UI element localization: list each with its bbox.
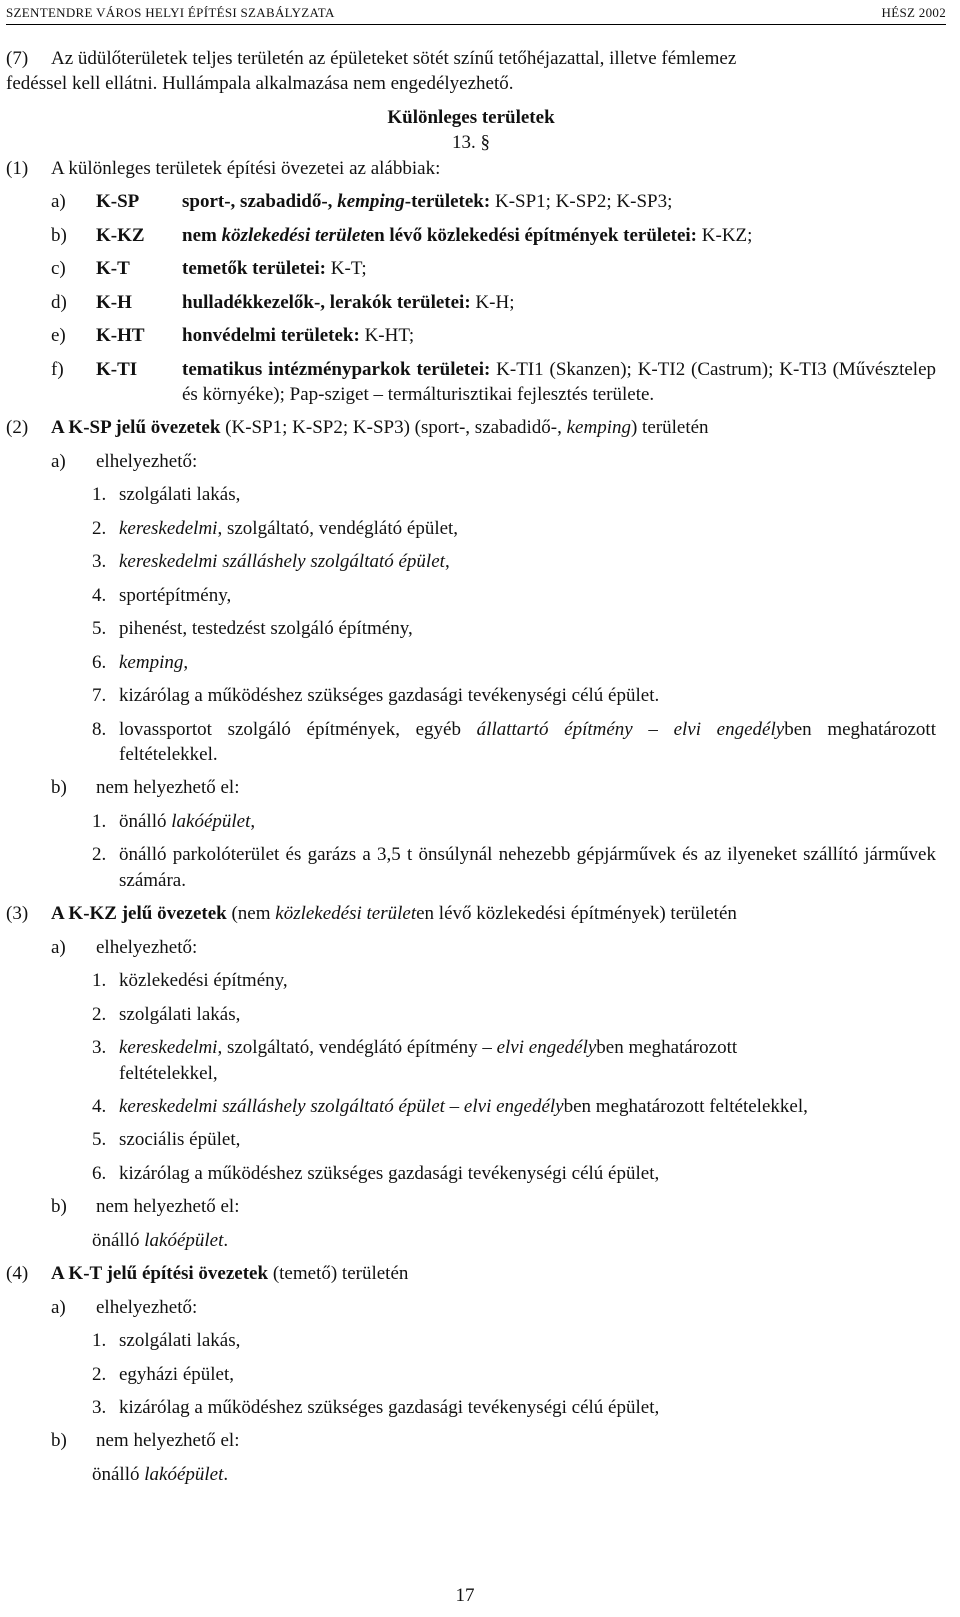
item-text: sportépítmény, <box>119 584 232 606</box>
paragraph-number: (3) <box>6 903 29 925</box>
zone-code: K-TI <box>96 358 138 380</box>
sub-a <box>51 935 936 960</box>
zone-codes: K-HT; <box>359 325 415 347</box>
item-italic: állattartó építmény – elvi engedély <box>476 718 785 740</box>
item-rest: . <box>223 1463 229 1485</box>
zone-desc-bold: -területek: <box>404 191 491 213</box>
item-number: 6. <box>92 1162 107 1184</box>
item-text: pihenést, testedzést szolgáló építmény, <box>119 618 413 640</box>
item-text <box>119 1035 936 1086</box>
list-item <box>92 1002 936 1027</box>
item-text: kizárólag a működéshez szükséges gazdasági tevékenységi célú épület, <box>119 1397 660 1419</box>
paragraph-text <box>51 415 936 440</box>
page-header <box>6 2 946 25</box>
paragraph-bold: A K-SP jelű övezetek <box>51 417 221 439</box>
paragraph-text <box>51 901 936 926</box>
zone-description <box>182 357 936 408</box>
sub-text: nem helyezhető el: <box>96 1196 240 1218</box>
sub-label: b) <box>51 777 67 799</box>
paragraph-2 <box>6 415 936 440</box>
paragraph-bold: A K-T jelű építési övezetek <box>51 1263 269 1285</box>
zone-desc-bold: nem <box>182 224 222 246</box>
sub-label: a) <box>51 1296 66 1318</box>
item-italic: kemping <box>119 651 184 673</box>
item-rest: önálló <box>92 1229 145 1251</box>
item-rest: , <box>444 551 450 573</box>
zone-item <box>51 189 936 214</box>
item-number: 6. <box>92 651 107 673</box>
sub-b <box>51 775 936 800</box>
zone-code: K-HT <box>96 325 145 347</box>
zone-description <box>182 223 936 248</box>
zone-description <box>182 323 936 348</box>
zone-codes: K-H; <box>470 291 515 313</box>
item-text: kizárólag a működéshez szükséges gazdasági tevékenységi célú épület. <box>119 685 660 707</box>
zone-label: a) <box>51 191 66 213</box>
zone-label: e) <box>51 325 66 347</box>
item-rest: önálló <box>92 1463 145 1485</box>
list-item <box>92 717 936 768</box>
list-item <box>92 809 936 834</box>
zone-codes: K-TI1 (Skanzen); K-TI2 (Castrum); K-TI3 (Művésztelep és környéke); Pap-sziget – termálturisztikai fejlesztés területe. <box>182 358 937 405</box>
item-rest: önálló <box>119 810 172 832</box>
zone-label: b) <box>51 224 67 246</box>
paragraph-rest: ) területén <box>630 417 709 439</box>
paragraph-rest: (K-SP1; K-SP2; K-SP3) (sport-, szabadidő-, <box>220 417 567 439</box>
header-title: SZENTENDRE VÁROS HELYI ÉPÍTÉSI SZABÁLYZATA <box>6 5 335 20</box>
zone-item <box>51 357 936 408</box>
list-item <box>92 650 936 675</box>
item-text <box>119 650 188 675</box>
item-number: 5. <box>92 1129 107 1151</box>
item-rest: , szolgáltató, vendéglátó építmény – <box>217 1037 497 1059</box>
zone-code: K-SP <box>96 191 140 213</box>
zone-desc-bold: honvédelmi területek: <box>182 325 360 347</box>
paragraph-text-cont: fedéssel kell ellátni. Hullámpala alkalmazása nem engedélyezhető. <box>6 73 514 95</box>
sub-text: nem helyezhető el: <box>96 1430 240 1452</box>
list-item <box>92 683 936 708</box>
list-item <box>92 968 936 993</box>
item-text <box>119 549 450 574</box>
item-number: 4. <box>92 1095 107 1117</box>
list-item <box>92 1328 936 1353</box>
item-text: szolgálati lakás, <box>119 484 241 506</box>
paragraph-number: (4) <box>6 1263 29 1285</box>
paragraph-4 <box>6 1261 936 1286</box>
zone-codes: K-T; <box>326 258 367 280</box>
zone-code: K-T <box>96 258 130 280</box>
zone-desc-italic: kemping <box>337 191 405 213</box>
item-number: 2. <box>92 844 107 866</box>
paragraph-rest: en lévő közlekedési építmények) területén <box>416 903 737 925</box>
zone-item <box>51 323 936 348</box>
list-item <box>92 1127 936 1152</box>
paragraph-1 <box>6 156 936 181</box>
item-text: egyházi épület, <box>119 1363 235 1385</box>
zone-label: d) <box>51 291 67 313</box>
item-rest: , szolgáltató, vendéglátó épület, <box>217 517 459 539</box>
page-number: 17 <box>455 1585 475 1606</box>
item-number: 5. <box>92 618 107 640</box>
sub-b <box>51 1194 936 1219</box>
list-item <box>92 1395 936 1420</box>
item-number: 1. <box>92 970 107 992</box>
list-item <box>92 583 936 608</box>
item-text <box>119 516 458 541</box>
zone-description <box>182 290 936 315</box>
list-item <box>92 1161 936 1186</box>
paragraph-italic: közlekedési terület <box>275 903 417 925</box>
paragraph-7 <box>6 46 936 71</box>
zone-desc-bold: en lévő közlekedési építmények területei: <box>365 224 698 246</box>
sub-text: elhelyezhető: <box>96 450 198 472</box>
paragraph-number: (1) <box>6 157 29 179</box>
list-item <box>92 842 936 893</box>
list-item <box>92 616 936 641</box>
item-number: 4. <box>92 584 107 606</box>
list-item <box>92 1035 936 1086</box>
zone-desc-bold: tematikus intézményparkok területei: <box>182 358 491 380</box>
item-number: 2. <box>92 1363 107 1385</box>
sub-label: a) <box>51 936 66 958</box>
zone-description <box>182 256 936 281</box>
zone-code: K-H <box>96 291 132 313</box>
item-italic: lakóépület <box>144 1463 224 1485</box>
zone-label: f) <box>51 358 64 380</box>
paragraph-rest: (nem <box>226 903 276 925</box>
zone-desc-bold: hulladékkezelők-, lerakók területei: <box>182 291 471 313</box>
sub-a <box>51 1295 936 1320</box>
paragraph-bold: A K-KZ jelű övezetek <box>51 903 227 925</box>
item-italic: kereskedelmi szálláshely szolgáltató épület <box>119 551 445 573</box>
item-number: 1. <box>92 484 107 506</box>
zone-desc-italic: közlekedési terület <box>221 224 366 246</box>
item-italic: lakóépület <box>171 810 251 832</box>
item-rest: . <box>223 1229 229 1251</box>
item-text: önálló parkolóterület és garázs a 3,5 t önsúlynál nehezebb gépjárművek és az ilyeneket szállító járművek számára. <box>119 844 936 891</box>
zone-desc-bold: sport-, szabadidő-, <box>182 191 338 213</box>
sub-a <box>51 449 936 474</box>
item-rest: , <box>183 651 189 673</box>
paragraph-rest: (temető) területén <box>268 1263 409 1285</box>
header-doc-id: HÉSZ 2002 <box>881 5 946 20</box>
document-body <box>6 46 936 1487</box>
paragraph-text <box>51 1261 936 1286</box>
item-italic: kereskedelmi <box>119 517 218 539</box>
item-italic: lakóépület <box>144 1229 224 1251</box>
sub-text: elhelyezhető: <box>96 936 198 958</box>
item-text: kizárólag a működéshez szükséges gazdasági tevékenységi célú épület, <box>119 1162 660 1184</box>
item-rest: ben meghatározott feltételekkel, <box>119 1037 738 1084</box>
item-number: 7. <box>92 685 107 707</box>
paragraph-3 <box>6 901 936 926</box>
paragraph-number: (7) <box>6 48 29 69</box>
zone-item <box>51 290 936 315</box>
sub-text: nem helyezhető el: <box>96 777 240 799</box>
zone-item <box>51 256 936 281</box>
zone-item <box>51 223 936 248</box>
item-number: 2. <box>92 1003 107 1025</box>
paragraph-italic: kemping <box>566 417 631 439</box>
item-text <box>119 1094 936 1119</box>
item-rest: lovassportot szolgáló építmények, egyéb <box>119 718 477 740</box>
section-number: 13. § <box>452 132 490 154</box>
zone-codes: K-SP1; K-SP2; K-SP3; <box>490 191 673 213</box>
section-title: Különleges területek <box>387 106 555 128</box>
list-item <box>92 1362 936 1387</box>
paragraph-text: A különleges területek építési övezetei az alábbiak: <box>51 157 441 179</box>
item-number: 3. <box>92 1037 107 1059</box>
list-item <box>92 1462 936 1487</box>
list-item <box>92 516 936 541</box>
sub-text: elhelyezhető: <box>96 1296 198 1318</box>
item-number: 1. <box>92 810 107 832</box>
item-text <box>92 1228 228 1253</box>
paragraph-text: Az üdülőterületek teljes területén az épületeket sötét színű tetőhéjazattal, illetve fémlemez <box>51 48 737 69</box>
item-text <box>92 1462 228 1487</box>
paragraph-number: (2) <box>6 417 29 439</box>
item-italic: elvi engedély <box>496 1037 597 1059</box>
item-number: 3. <box>92 551 107 573</box>
item-number: 2. <box>92 517 107 539</box>
list-item <box>92 482 936 507</box>
sub-label: a) <box>51 450 66 472</box>
sub-label: b) <box>51 1196 67 1218</box>
list-item <box>92 1094 936 1119</box>
zone-code: K-KZ <box>96 224 145 246</box>
item-text: szociális épület, <box>119 1129 241 1151</box>
item-text <box>119 717 936 768</box>
item-italic: kereskedelmi szálláshely szolgáltató épület – elvi engedély <box>119 1095 564 1117</box>
item-number: 8. <box>92 718 107 740</box>
zone-label: c) <box>51 258 66 280</box>
sub-label: b) <box>51 1430 67 1452</box>
zone-description <box>182 189 936 214</box>
item-number: 3. <box>92 1397 107 1419</box>
item-rest: ben meghatározott feltételekkel. <box>119 718 936 765</box>
item-rest: ben meghatározott feltételekkel, <box>563 1095 808 1117</box>
zone-codes: K-KZ; <box>697 224 753 246</box>
item-text: közlekedési építmény, <box>119 970 288 992</box>
sub-b <box>51 1428 936 1453</box>
item-rest: , <box>250 810 256 832</box>
item-number: 1. <box>92 1330 107 1352</box>
list-item <box>92 1228 936 1253</box>
item-text: szolgálati lakás, <box>119 1330 241 1352</box>
zone-list <box>6 189 936 407</box>
list-item <box>92 549 936 574</box>
item-italic: kereskedelmi <box>119 1037 218 1059</box>
zone-desc-bold: temetők területei: <box>182 258 327 280</box>
item-text: szolgálati lakás, <box>119 1003 241 1025</box>
item-text <box>119 809 255 834</box>
